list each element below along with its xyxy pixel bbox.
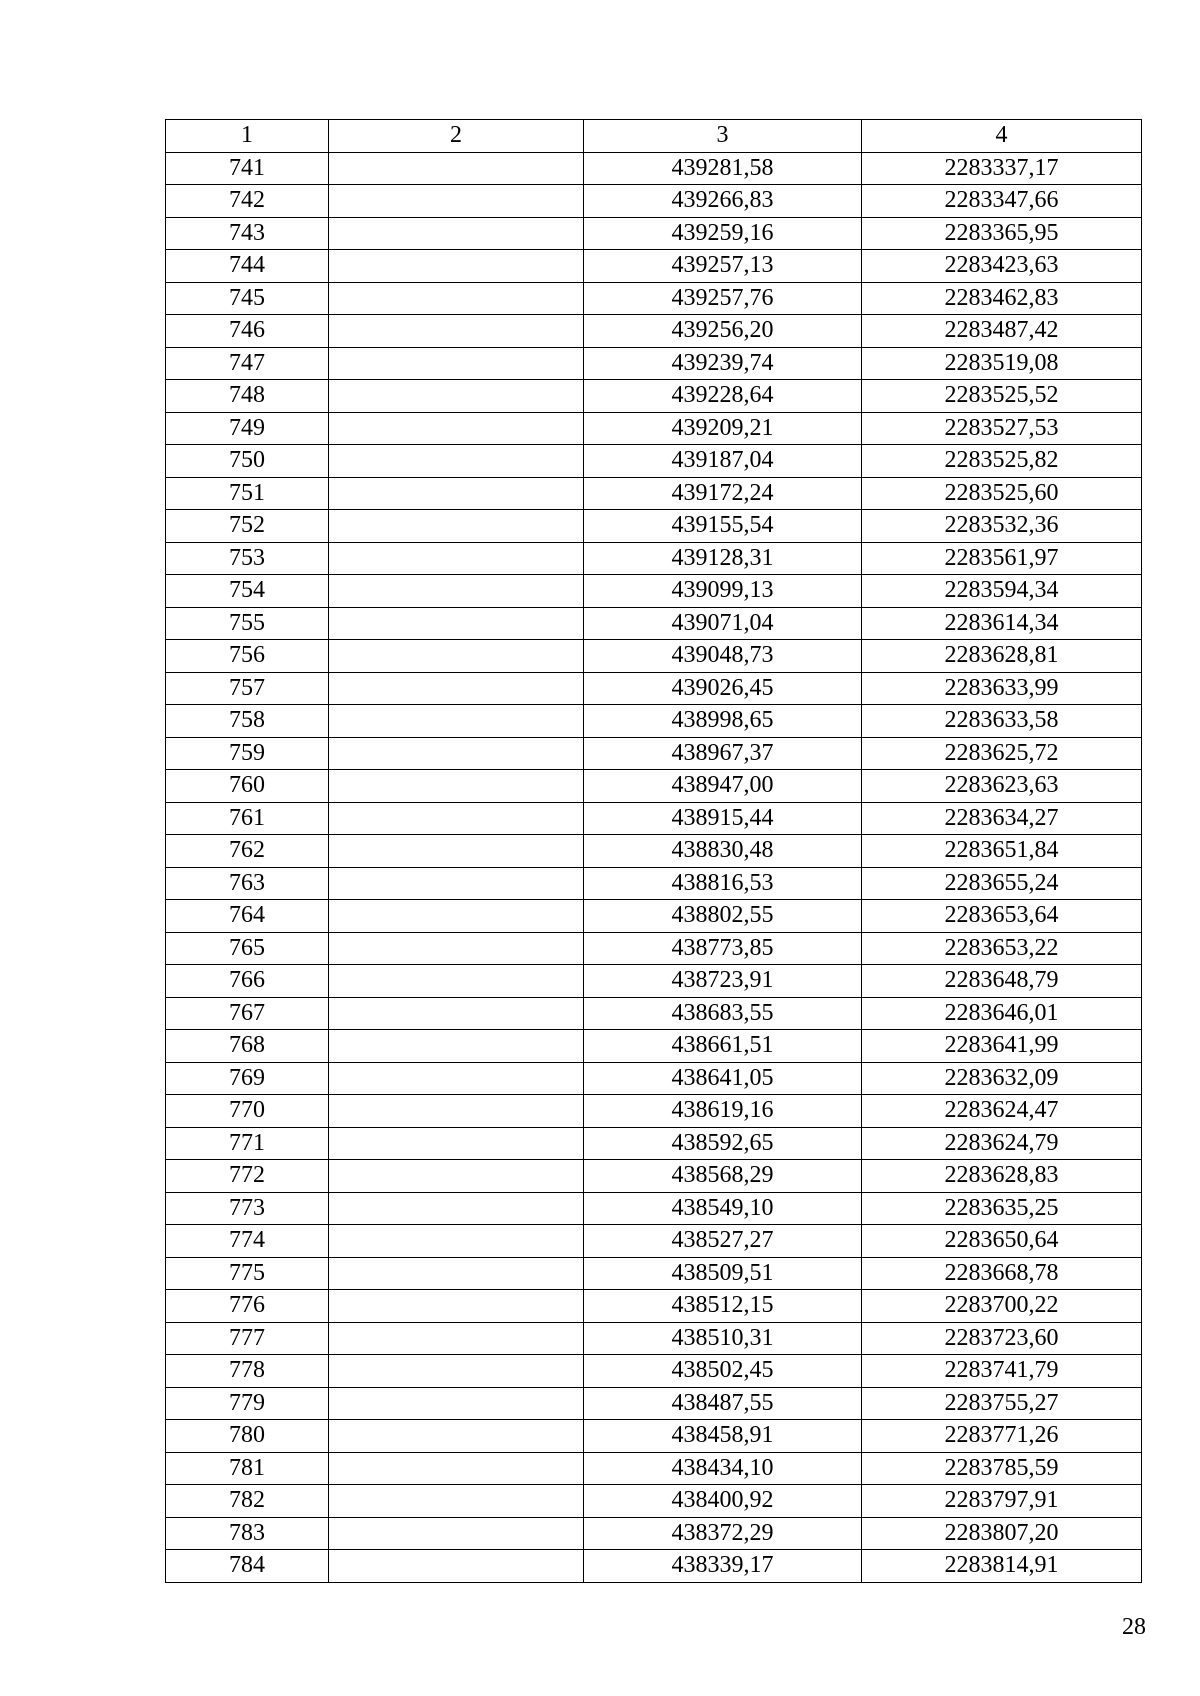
table-row (166, 1160, 1142, 1193)
empty-cell (329, 1257, 584, 1290)
y-coordinate-cell: 2283633,58 (862, 705, 1142, 738)
x-coordinate-cell: 439026,45 (584, 672, 862, 705)
column-header: 3 (584, 120, 862, 153)
x-coordinate-cell: 438683,55 (584, 997, 862, 1030)
x-coordinate-cell: 439256,20 (584, 315, 862, 348)
empty-cell (329, 640, 584, 673)
table-row (166, 770, 1142, 803)
column-header: 4 (862, 120, 1142, 153)
table-row (166, 1452, 1142, 1485)
y-coordinate-cell: 2283625,72 (862, 737, 1142, 770)
table-row (166, 1387, 1142, 1420)
y-coordinate-cell: 2283807,20 (862, 1517, 1142, 1550)
point-number-cell: 741 (166, 152, 329, 185)
empty-cell (329, 152, 584, 185)
table-body (166, 152, 1142, 1582)
empty-cell (329, 1322, 584, 1355)
point-number-cell: 756 (166, 640, 329, 673)
point-number-cell: 768 (166, 1030, 329, 1063)
x-coordinate-cell: 439172,24 (584, 477, 862, 510)
point-number-cell: 762 (166, 835, 329, 868)
point-number-cell: 761 (166, 802, 329, 835)
empty-cell (329, 1517, 584, 1550)
y-coordinate-cell: 2283785,59 (862, 1452, 1142, 1485)
table-row (166, 575, 1142, 608)
table-row (166, 672, 1142, 705)
y-coordinate-cell: 2283655,24 (862, 867, 1142, 900)
x-coordinate-cell: 438458,91 (584, 1420, 862, 1453)
table-row (166, 1225, 1142, 1258)
empty-cell (329, 185, 584, 218)
empty-cell (329, 607, 584, 640)
x-coordinate-cell: 438339,17 (584, 1550, 862, 1583)
x-coordinate-cell: 439266,83 (584, 185, 862, 218)
point-number-cell: 757 (166, 672, 329, 705)
x-coordinate-cell: 439155,54 (584, 510, 862, 543)
table-row (166, 445, 1142, 478)
x-coordinate-cell: 438998,65 (584, 705, 862, 738)
x-coordinate-cell: 439099,13 (584, 575, 862, 608)
x-coordinate-cell: 438661,51 (584, 1030, 862, 1063)
y-coordinate-cell: 2283653,22 (862, 932, 1142, 965)
table-row (166, 997, 1142, 1030)
table-row (166, 315, 1142, 348)
table-row (166, 1517, 1142, 1550)
y-coordinate-cell: 2283668,78 (862, 1257, 1142, 1290)
x-coordinate-cell: 438509,51 (584, 1257, 862, 1290)
y-coordinate-cell: 2283648,79 (862, 965, 1142, 998)
column-header: 2 (329, 120, 584, 153)
table-row (166, 607, 1142, 640)
table-row (166, 282, 1142, 315)
y-coordinate-cell: 2283635,25 (862, 1192, 1142, 1225)
table-row (166, 477, 1142, 510)
table-row (166, 1030, 1142, 1063)
empty-cell (329, 542, 584, 575)
x-coordinate-cell: 438947,00 (584, 770, 862, 803)
y-coordinate-cell: 2283525,82 (862, 445, 1142, 478)
point-number-cell: 776 (166, 1290, 329, 1323)
empty-cell (329, 835, 584, 868)
table-row (166, 1355, 1142, 1388)
point-number-cell: 777 (166, 1322, 329, 1355)
table-row (166, 1485, 1142, 1518)
table-row (166, 185, 1142, 218)
empty-cell (329, 1452, 584, 1485)
point-number-cell: 773 (166, 1192, 329, 1225)
table-row (166, 347, 1142, 380)
table-row (166, 510, 1142, 543)
x-coordinate-cell: 438915,44 (584, 802, 862, 835)
page-number: 28 (1122, 1614, 1146, 1640)
table-row (166, 1322, 1142, 1355)
x-coordinate-cell: 439187,04 (584, 445, 862, 478)
y-coordinate-cell: 2283365,95 (862, 217, 1142, 250)
empty-cell (329, 867, 584, 900)
empty-cell (329, 802, 584, 835)
x-coordinate-cell: 438568,29 (584, 1160, 862, 1193)
x-coordinate-cell: 438816,53 (584, 867, 862, 900)
y-coordinate-cell: 2283561,97 (862, 542, 1142, 575)
point-number-cell: 754 (166, 575, 329, 608)
table-row (166, 1062, 1142, 1095)
point-number-cell: 758 (166, 705, 329, 738)
point-number-cell: 778 (166, 1355, 329, 1388)
table-row (166, 1550, 1142, 1583)
empty-cell (329, 1485, 584, 1518)
y-coordinate-cell: 2283723,60 (862, 1322, 1142, 1355)
empty-cell (329, 1290, 584, 1323)
empty-cell (329, 1550, 584, 1583)
empty-cell (329, 1062, 584, 1095)
x-coordinate-cell: 438773,85 (584, 932, 862, 965)
empty-cell (329, 705, 584, 738)
y-coordinate-cell: 2283623,63 (862, 770, 1142, 803)
x-coordinate-cell: 438967,37 (584, 737, 862, 770)
x-coordinate-cell: 439048,73 (584, 640, 862, 673)
empty-cell (329, 997, 584, 1030)
y-coordinate-cell: 2283634,27 (862, 802, 1142, 835)
point-number-cell: 779 (166, 1387, 329, 1420)
table-row (166, 1192, 1142, 1225)
empty-cell (329, 315, 584, 348)
table-row (166, 965, 1142, 998)
empty-cell (329, 1160, 584, 1193)
x-coordinate-cell: 438487,55 (584, 1387, 862, 1420)
table-row (166, 1127, 1142, 1160)
y-coordinate-cell: 2283624,47 (862, 1095, 1142, 1128)
coordinates-table (165, 119, 1142, 1583)
table-row (166, 835, 1142, 868)
point-number-cell: 772 (166, 1160, 329, 1193)
point-number-cell: 753 (166, 542, 329, 575)
x-coordinate-cell: 438830,48 (584, 835, 862, 868)
empty-cell (329, 282, 584, 315)
point-number-cell: 769 (166, 1062, 329, 1095)
point-number-cell: 752 (166, 510, 329, 543)
y-coordinate-cell: 2283797,91 (862, 1485, 1142, 1518)
y-coordinate-cell: 2283347,66 (862, 185, 1142, 218)
x-coordinate-cell: 438434,10 (584, 1452, 862, 1485)
x-coordinate-cell: 438641,05 (584, 1062, 862, 1095)
point-number-cell: 783 (166, 1517, 329, 1550)
y-coordinate-cell: 2283755,27 (862, 1387, 1142, 1420)
point-number-cell: 750 (166, 445, 329, 478)
x-coordinate-cell: 439209,21 (584, 412, 862, 445)
empty-cell (329, 445, 584, 478)
empty-cell (329, 1420, 584, 1453)
empty-cell (329, 1030, 584, 1063)
y-coordinate-cell: 2283628,83 (862, 1160, 1142, 1193)
y-coordinate-cell: 2283423,63 (862, 250, 1142, 283)
table-row (166, 900, 1142, 933)
y-coordinate-cell: 2283628,81 (862, 640, 1142, 673)
table-row (166, 542, 1142, 575)
table-row (166, 640, 1142, 673)
empty-cell (329, 672, 584, 705)
y-coordinate-cell: 2283653,64 (862, 900, 1142, 933)
point-number-cell: 751 (166, 477, 329, 510)
empty-cell (329, 932, 584, 965)
x-coordinate-cell: 438549,10 (584, 1192, 862, 1225)
x-coordinate-cell: 439259,16 (584, 217, 862, 250)
empty-cell (329, 347, 584, 380)
y-coordinate-cell: 2283814,91 (862, 1550, 1142, 1583)
point-number-cell: 743 (166, 217, 329, 250)
y-coordinate-cell: 2283741,79 (862, 1355, 1142, 1388)
y-coordinate-cell: 2283700,22 (862, 1290, 1142, 1323)
table-row (166, 1420, 1142, 1453)
empty-cell (329, 510, 584, 543)
x-coordinate-cell: 438527,27 (584, 1225, 862, 1258)
table-row (166, 380, 1142, 413)
table-row (166, 737, 1142, 770)
table-header-row (166, 120, 1142, 153)
y-coordinate-cell: 2283624,79 (862, 1127, 1142, 1160)
x-coordinate-cell: 438502,45 (584, 1355, 862, 1388)
point-number-cell: 749 (166, 412, 329, 445)
column-header: 1 (166, 120, 329, 153)
y-coordinate-cell: 2283771,26 (862, 1420, 1142, 1453)
x-coordinate-cell: 438400,92 (584, 1485, 862, 1518)
y-coordinate-cell: 2283646,01 (862, 997, 1142, 1030)
y-coordinate-cell: 2283614,34 (862, 607, 1142, 640)
point-number-cell: 760 (166, 770, 329, 803)
table-row (166, 152, 1142, 185)
point-number-cell: 781 (166, 1452, 329, 1485)
x-coordinate-cell: 439257,76 (584, 282, 862, 315)
x-coordinate-cell: 439281,58 (584, 152, 862, 185)
empty-cell (329, 1095, 584, 1128)
empty-cell (329, 380, 584, 413)
table-row (166, 867, 1142, 900)
empty-cell (329, 1127, 584, 1160)
x-coordinate-cell: 439239,74 (584, 347, 862, 380)
point-number-cell: 775 (166, 1257, 329, 1290)
point-number-cell: 766 (166, 965, 329, 998)
x-coordinate-cell: 438510,31 (584, 1322, 862, 1355)
x-coordinate-cell: 439228,64 (584, 380, 862, 413)
point-number-cell: 771 (166, 1127, 329, 1160)
point-number-cell: 770 (166, 1095, 329, 1128)
point-number-cell: 774 (166, 1225, 329, 1258)
empty-cell (329, 412, 584, 445)
x-coordinate-cell: 438802,55 (584, 900, 862, 933)
empty-cell (329, 1355, 584, 1388)
point-number-cell: 780 (166, 1420, 329, 1453)
table-row (166, 1095, 1142, 1128)
y-coordinate-cell: 2283337,17 (862, 152, 1142, 185)
empty-cell (329, 575, 584, 608)
point-number-cell: 763 (166, 867, 329, 900)
table-row (166, 802, 1142, 835)
y-coordinate-cell: 2283462,83 (862, 282, 1142, 315)
point-number-cell: 748 (166, 380, 329, 413)
point-number-cell: 764 (166, 900, 329, 933)
table-row (166, 1257, 1142, 1290)
x-coordinate-cell: 438592,65 (584, 1127, 862, 1160)
y-coordinate-cell: 2283594,34 (862, 575, 1142, 608)
point-number-cell: 767 (166, 997, 329, 1030)
x-coordinate-cell: 439128,31 (584, 542, 862, 575)
empty-cell (329, 965, 584, 998)
empty-cell (329, 1192, 584, 1225)
table-row (166, 705, 1142, 738)
empty-cell (329, 1225, 584, 1258)
empty-cell (329, 1387, 584, 1420)
y-coordinate-cell: 2283525,52 (862, 380, 1142, 413)
point-number-cell: 782 (166, 1485, 329, 1518)
point-number-cell: 747 (166, 347, 329, 380)
table-row (166, 217, 1142, 250)
table-row (166, 250, 1142, 283)
point-number-cell: 759 (166, 737, 329, 770)
table-row (166, 1290, 1142, 1323)
y-coordinate-cell: 2283632,09 (862, 1062, 1142, 1095)
x-coordinate-cell: 438723,91 (584, 965, 862, 998)
y-coordinate-cell: 2283527,53 (862, 412, 1142, 445)
point-number-cell: 744 (166, 250, 329, 283)
x-coordinate-cell: 439071,04 (584, 607, 862, 640)
point-number-cell: 755 (166, 607, 329, 640)
y-coordinate-cell: 2283641,99 (862, 1030, 1142, 1063)
point-number-cell: 742 (166, 185, 329, 218)
table-row (166, 932, 1142, 965)
y-coordinate-cell: 2283487,42 (862, 315, 1142, 348)
x-coordinate-cell: 438512,15 (584, 1290, 862, 1323)
point-number-cell: 746 (166, 315, 329, 348)
y-coordinate-cell: 2283633,99 (862, 672, 1142, 705)
x-coordinate-cell: 438619,16 (584, 1095, 862, 1128)
empty-cell (329, 217, 584, 250)
y-coordinate-cell: 2283651,84 (862, 835, 1142, 868)
point-number-cell: 784 (166, 1550, 329, 1583)
y-coordinate-cell: 2283532,36 (862, 510, 1142, 543)
point-number-cell: 765 (166, 932, 329, 965)
point-number-cell: 745 (166, 282, 329, 315)
y-coordinate-cell: 2283519,08 (862, 347, 1142, 380)
empty-cell (329, 770, 584, 803)
y-coordinate-cell: 2283525,60 (862, 477, 1142, 510)
y-coordinate-cell: 2283650,64 (862, 1225, 1142, 1258)
empty-cell (329, 477, 584, 510)
x-coordinate-cell: 438372,29 (584, 1517, 862, 1550)
empty-cell (329, 737, 584, 770)
empty-cell (329, 250, 584, 283)
table-row (166, 412, 1142, 445)
x-coordinate-cell: 439257,13 (584, 250, 862, 283)
empty-cell (329, 900, 584, 933)
